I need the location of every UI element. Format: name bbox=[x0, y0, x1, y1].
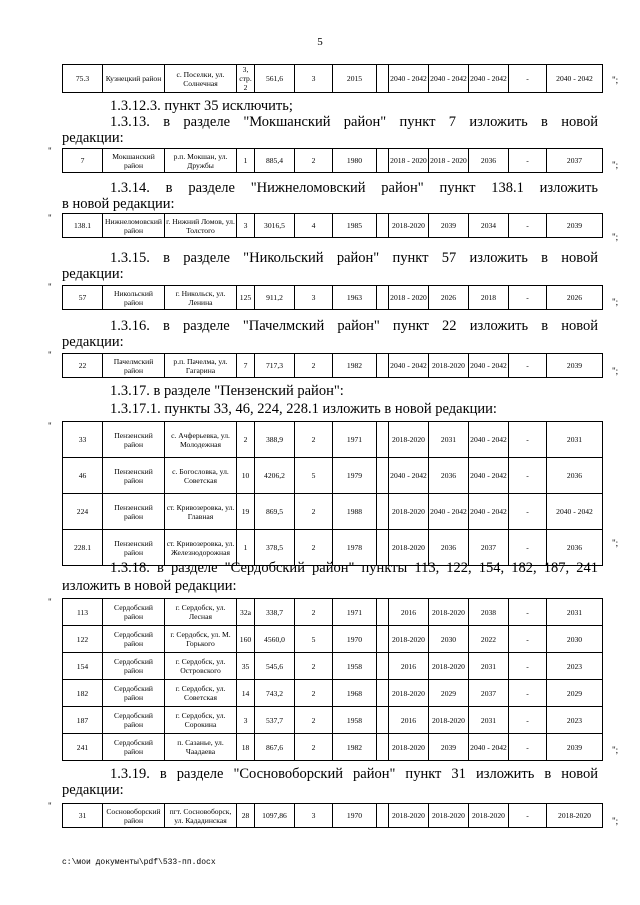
cell-year: 1958 bbox=[333, 707, 377, 734]
paragraph-1-3-18: 1.3.18. в разделе "Сердобский район" пункты 113, 122, 154, 182, 187, 241 bbox=[110, 560, 598, 576]
cell-floors: 2 bbox=[295, 599, 333, 626]
close-quote: "; bbox=[612, 745, 619, 755]
cell-district: Пачелмский район bbox=[103, 354, 165, 378]
cell-district: Сердобский район bbox=[103, 680, 165, 707]
cell-area: 545,6 bbox=[255, 653, 295, 680]
cell-floors: 5 bbox=[295, 626, 333, 653]
cell-period-1: 2018-2020 bbox=[389, 422, 429, 458]
cell-area: 537,7 bbox=[255, 707, 295, 734]
cell-house-number: 14 bbox=[237, 680, 255, 707]
cell-item-number: 113 bbox=[63, 599, 103, 626]
cell-address: с. Поселки, ул. Солнечная bbox=[165, 65, 237, 93]
cell-district: Пензенский район bbox=[103, 422, 165, 458]
table-row bbox=[63, 734, 603, 761]
cell-area: 911,2 bbox=[255, 286, 295, 310]
cell-blank bbox=[377, 422, 389, 458]
cell-area: 388,9 bbox=[255, 422, 295, 458]
cell-item-number: 33 bbox=[63, 422, 103, 458]
cell-item-number: 57 bbox=[63, 286, 103, 310]
cell-district: Пензенский район bbox=[103, 458, 165, 494]
cell-period-2: 2018 - 2020 bbox=[429, 149, 469, 173]
table-row bbox=[63, 65, 603, 93]
cell-period-1: 2018-2020 bbox=[389, 214, 429, 238]
cell-item-number: 7 bbox=[63, 149, 103, 173]
table-sosnovoborsk bbox=[62, 803, 603, 828]
close-quote: "; bbox=[612, 816, 619, 826]
cell-period-3: 2037 bbox=[469, 530, 509, 566]
cell-period-2: 2030 bbox=[429, 626, 469, 653]
cell-period-1: 2018-2020 bbox=[389, 494, 429, 530]
cell-period-4: 2029 bbox=[547, 680, 603, 707]
cell-area: 561,6 bbox=[255, 65, 295, 93]
cell-period-1: 2040 - 2042 bbox=[389, 65, 429, 93]
cell-dash: - bbox=[509, 458, 547, 494]
cell-period-1: 2016 bbox=[389, 707, 429, 734]
table-row bbox=[63, 804, 603, 828]
cell-item-number: 22 bbox=[63, 354, 103, 378]
open-quote: " bbox=[48, 146, 52, 156]
cell-address: р.п. Пачелма, ул. Гагарина bbox=[165, 354, 237, 378]
cell-period-2: 2039 bbox=[429, 214, 469, 238]
cell-address: с. Ачферьевка, ул. Молодежная bbox=[165, 422, 237, 458]
cell-item-number: 224 bbox=[63, 494, 103, 530]
paragraph-1-3-17-1: 1.3.17.1. пункты 33, 46, 224, 228.1 изложить в новой редакции: bbox=[110, 401, 497, 417]
cell-district: Пензенский район bbox=[103, 530, 165, 566]
cell-period-2: 2018-2020 bbox=[429, 804, 469, 828]
cell-dash: - bbox=[509, 804, 547, 828]
cell-address: г. Сердобск, ул. М. Горького bbox=[165, 626, 237, 653]
table-row bbox=[63, 458, 603, 494]
cell-area: 4206,2 bbox=[255, 458, 295, 494]
open-quote: " bbox=[48, 421, 52, 431]
cell-period-4: 2031 bbox=[547, 422, 603, 458]
footer-file-path: c:\мои документы\pdf\533-пп.docx bbox=[62, 858, 216, 867]
cell-address: ст. Кривозеровка, ул. Главная bbox=[165, 494, 237, 530]
cell-floors: 2 bbox=[295, 707, 333, 734]
cell-address: г. Нижний Ломов, ул. Толстого bbox=[165, 214, 237, 238]
cell-period-4: 2036 bbox=[547, 530, 603, 566]
cell-period-3: 2040 - 2042 bbox=[469, 734, 509, 761]
cell-address: с. Богословка, ул. Советская bbox=[165, 458, 237, 494]
cell-period-4: 2036 bbox=[547, 458, 603, 494]
cell-period-1: 2016 bbox=[389, 599, 429, 626]
cell-period-3: 2031 bbox=[469, 707, 509, 734]
table-row bbox=[63, 707, 603, 734]
cell-area: 3016,5 bbox=[255, 214, 295, 238]
cell-period-2: 2018-2020 bbox=[429, 354, 469, 378]
paragraph-1-3-17: 1.3.17. в разделе "Пензенский район": bbox=[110, 383, 344, 399]
cell-dash: - bbox=[509, 626, 547, 653]
table-row bbox=[63, 653, 603, 680]
paragraph-1-3-14: 1.3.14. в разделе "Нижнеломовский район" пункт 138.1 изложить bbox=[110, 180, 598, 196]
cell-blank bbox=[377, 214, 389, 238]
paragraph-1-3-14-cont: в новой редакции: bbox=[62, 196, 175, 212]
open-quote: " bbox=[48, 282, 52, 292]
cell-district: Сердобский район bbox=[103, 626, 165, 653]
cell-year: 1970 bbox=[333, 804, 377, 828]
cell-year: 1968 bbox=[333, 680, 377, 707]
cell-period-4: 2037 bbox=[547, 149, 603, 173]
cell-period-3: 2040 - 2042 bbox=[469, 354, 509, 378]
cell-address: р.п. Мокшан, ул. Дружбы bbox=[165, 149, 237, 173]
open-quote: " bbox=[48, 801, 52, 811]
close-quote: "; bbox=[612, 538, 619, 548]
table-row bbox=[63, 214, 603, 238]
table-row bbox=[63, 599, 603, 626]
table-mokshan bbox=[62, 148, 603, 173]
cell-floors: 3 bbox=[295, 286, 333, 310]
paragraph-1-3-15-cont: редакции: bbox=[62, 266, 124, 282]
cell-house-number: 32а bbox=[237, 599, 255, 626]
cell-period-3: 2018 bbox=[469, 286, 509, 310]
cell-dash: - bbox=[509, 214, 547, 238]
cell-period-3: 2034 bbox=[469, 214, 509, 238]
cell-district: Нижнеломовский район bbox=[103, 214, 165, 238]
cell-area: 378,5 bbox=[255, 530, 295, 566]
cell-year: 1963 bbox=[333, 286, 377, 310]
cell-house-number: 125 bbox=[237, 286, 255, 310]
table-row bbox=[63, 494, 603, 530]
table-nizhnelomov bbox=[62, 213, 603, 238]
cell-period-4: 2030 bbox=[547, 626, 603, 653]
cell-area: 4560,0 bbox=[255, 626, 295, 653]
cell-floors: 2 bbox=[295, 653, 333, 680]
cell-district: Сердобский район bbox=[103, 707, 165, 734]
cell-blank bbox=[377, 149, 389, 173]
cell-period-4: 2026 bbox=[547, 286, 603, 310]
cell-period-3: 2037 bbox=[469, 680, 509, 707]
cell-period-1: 2040 - 2042 bbox=[389, 458, 429, 494]
cell-blank bbox=[377, 65, 389, 93]
cell-period-4: 2040 - 2042 bbox=[547, 494, 603, 530]
cell-year: 1985 bbox=[333, 214, 377, 238]
cell-floors: 3 bbox=[295, 65, 333, 93]
cell-period-1: 2018 - 2020 bbox=[389, 286, 429, 310]
cell-address: г. Сердобск, ул. Лесная bbox=[165, 599, 237, 626]
cell-dash: - bbox=[509, 707, 547, 734]
cell-blank bbox=[377, 707, 389, 734]
cell-house-number: 2 bbox=[237, 422, 255, 458]
cell-period-4: 2023 bbox=[547, 653, 603, 680]
cell-period-2: 2036 bbox=[429, 530, 469, 566]
cell-period-4: 2023 bbox=[547, 707, 603, 734]
paragraph-1-3-13: 1.3.13. в разделе "Мокшанский район" пункт 7 изложить в новой bbox=[110, 114, 598, 130]
cell-blank bbox=[377, 626, 389, 653]
cell-floors: 2 bbox=[295, 680, 333, 707]
close-quote: "; bbox=[612, 232, 619, 242]
table-nikolsk bbox=[62, 285, 603, 310]
cell-item-number: 122 bbox=[63, 626, 103, 653]
open-quote: " bbox=[48, 213, 52, 223]
open-quote: " bbox=[48, 350, 52, 360]
cell-blank bbox=[377, 286, 389, 310]
cell-dash: - bbox=[509, 65, 547, 93]
cell-floors: 2 bbox=[295, 530, 333, 566]
cell-area: 869,5 bbox=[255, 494, 295, 530]
cell-blank bbox=[377, 734, 389, 761]
open-quote: " bbox=[48, 597, 52, 607]
cell-period-1: 2040 - 2042 bbox=[389, 354, 429, 378]
cell-period-4: 2040 - 2042 bbox=[547, 65, 603, 93]
cell-dash: - bbox=[509, 422, 547, 458]
cell-item-number: 138.1 bbox=[63, 214, 103, 238]
cell-period-2: 2036 bbox=[429, 458, 469, 494]
cell-dash: - bbox=[509, 149, 547, 173]
cell-item-number: 75.3 bbox=[63, 65, 103, 93]
cell-period-3: 2038 bbox=[469, 599, 509, 626]
cell-period-4: 2039 bbox=[547, 214, 603, 238]
cell-district: Пензенский район bbox=[103, 494, 165, 530]
cell-floors: 4 bbox=[295, 214, 333, 238]
cell-address: г. Сердобск, ул. Советская bbox=[165, 680, 237, 707]
cell-period-4: 2039 bbox=[547, 734, 603, 761]
cell-year: 1958 bbox=[333, 653, 377, 680]
cell-year: 1971 bbox=[333, 422, 377, 458]
cell-period-3: 2040 - 2042 bbox=[469, 494, 509, 530]
page-number: 5 bbox=[317, 36, 323, 48]
cell-period-1: 2016 bbox=[389, 653, 429, 680]
cell-period-2: 2029 bbox=[429, 680, 469, 707]
cell-blank bbox=[377, 458, 389, 494]
table-pachelma bbox=[62, 353, 603, 378]
paragraph-1-3-12-3: 1.3.12.3. пункт 35 исключить; bbox=[110, 98, 293, 114]
cell-house-number: 3 bbox=[237, 707, 255, 734]
cell-floors: 2 bbox=[295, 354, 333, 378]
cell-year: 1982 bbox=[333, 354, 377, 378]
cell-year: 1988 bbox=[333, 494, 377, 530]
cell-item-number: 187 bbox=[63, 707, 103, 734]
cell-house-number: 18 bbox=[237, 734, 255, 761]
cell-period-1: 2018-2020 bbox=[389, 804, 429, 828]
table-row bbox=[63, 422, 603, 458]
cell-area: 885,4 bbox=[255, 149, 295, 173]
cell-blank bbox=[377, 354, 389, 378]
cell-area: 743,2 bbox=[255, 680, 295, 707]
cell-period-2: 2018-2020 bbox=[429, 653, 469, 680]
cell-period-4: 2031 bbox=[547, 599, 603, 626]
cell-dash: - bbox=[509, 734, 547, 761]
cell-dash: - bbox=[509, 599, 547, 626]
table-serdobsk bbox=[62, 598, 603, 761]
cell-period-3: 2040 - 2042 bbox=[469, 458, 509, 494]
table-row bbox=[63, 149, 603, 173]
cell-blank bbox=[377, 653, 389, 680]
cell-house-number: 28 bbox=[237, 804, 255, 828]
cell-period-2: 2031 bbox=[429, 422, 469, 458]
cell-period-4: 2018-2020 bbox=[547, 804, 603, 828]
cell-house-number: 19 bbox=[237, 494, 255, 530]
table-penza bbox=[62, 421, 603, 566]
cell-dash: - bbox=[509, 286, 547, 310]
cell-area: 338,7 bbox=[255, 599, 295, 626]
close-quote: "; bbox=[612, 366, 619, 376]
cell-period-1: 2018-2020 bbox=[389, 530, 429, 566]
cell-house-number: 1 bbox=[237, 149, 255, 173]
close-quote: "; bbox=[612, 75, 619, 85]
cell-year: 2015 bbox=[333, 65, 377, 93]
table-row bbox=[63, 354, 603, 378]
cell-district: Сердобский район bbox=[103, 599, 165, 626]
cell-period-3: 2036 bbox=[469, 149, 509, 173]
cell-item-number: 241 bbox=[63, 734, 103, 761]
cell-item-number: 154 bbox=[63, 653, 103, 680]
cell-dash: - bbox=[509, 653, 547, 680]
cell-district: Сердобский район bbox=[103, 734, 165, 761]
cell-address: п. Сазанье, ул. Чаадаева bbox=[165, 734, 237, 761]
cell-district: Никольский район bbox=[103, 286, 165, 310]
cell-area: 1097,86 bbox=[255, 804, 295, 828]
cell-district: Сердобский район bbox=[103, 653, 165, 680]
cell-item-number: 228.1 bbox=[63, 530, 103, 566]
cell-house-number: 3, стр. 2 bbox=[237, 65, 255, 93]
cell-dash: - bbox=[509, 530, 547, 566]
cell-item-number: 182 bbox=[63, 680, 103, 707]
cell-area: 717,3 bbox=[255, 354, 295, 378]
cell-blank bbox=[377, 494, 389, 530]
cell-period-4: 2039 bbox=[547, 354, 603, 378]
cell-address: г. Сердобск, ул. Сорокина bbox=[165, 707, 237, 734]
cell-floors: 5 bbox=[295, 458, 333, 494]
table-row bbox=[63, 626, 603, 653]
cell-period-1: 2018-2020 bbox=[389, 734, 429, 761]
cell-house-number: 10 bbox=[237, 458, 255, 494]
table-kuznetsk bbox=[62, 64, 603, 93]
cell-dash: - bbox=[509, 494, 547, 530]
cell-period-2: 2018-2020 bbox=[429, 599, 469, 626]
cell-year: 1970 bbox=[333, 626, 377, 653]
table-row bbox=[63, 286, 603, 310]
paragraph-1-3-18-cont: изложить в новой редакции: bbox=[62, 578, 237, 594]
cell-period-2: 2026 bbox=[429, 286, 469, 310]
cell-year: 1978 bbox=[333, 530, 377, 566]
cell-house-number: 3 bbox=[237, 214, 255, 238]
cell-period-3: 2031 bbox=[469, 653, 509, 680]
paragraph-1-3-16: 1.3.16. в разделе "Пачелмский район" пункт 22 изложить в новой bbox=[110, 318, 598, 334]
table-row bbox=[63, 680, 603, 707]
paragraph-1-3-13-cont: редакции: bbox=[62, 130, 124, 146]
cell-year: 1979 bbox=[333, 458, 377, 494]
cell-house-number: 1 bbox=[237, 530, 255, 566]
cell-item-number: 46 bbox=[63, 458, 103, 494]
cell-item-number: 31 bbox=[63, 804, 103, 828]
cell-floors: 2 bbox=[295, 422, 333, 458]
close-quote: "; bbox=[612, 297, 619, 307]
paragraph-1-3-16-cont: редакции: bbox=[62, 334, 124, 350]
cell-house-number: 7 bbox=[237, 354, 255, 378]
cell-address: г. Сердобск, ул. Островского bbox=[165, 653, 237, 680]
cell-blank bbox=[377, 680, 389, 707]
cell-period-3: 2022 bbox=[469, 626, 509, 653]
cell-period-2: 2040 - 2042 bbox=[429, 65, 469, 93]
cell-period-3: 2018-2020 bbox=[469, 804, 509, 828]
cell-district: Сосновоборский район bbox=[103, 804, 165, 828]
cell-period-1: 2018-2020 bbox=[389, 680, 429, 707]
cell-dash: - bbox=[509, 354, 547, 378]
cell-floors: 2 bbox=[295, 734, 333, 761]
cell-period-3: 2040 - 2042 bbox=[469, 65, 509, 93]
paragraph-1-3-15: 1.3.15. в разделе "Никольский район" пункт 57 изложить в новой bbox=[110, 250, 598, 266]
cell-floors: 3 bbox=[295, 804, 333, 828]
cell-blank bbox=[377, 804, 389, 828]
cell-address: г. Никольск, ул. Ленина bbox=[165, 286, 237, 310]
cell-period-1: 2018-2020 bbox=[389, 626, 429, 653]
cell-district: Кузнецкий район bbox=[103, 65, 165, 93]
cell-dash: - bbox=[509, 680, 547, 707]
paragraph-1-3-19: 1.3.19. в разделе "Сосновоборский район" пункт 31 изложить в новой bbox=[110, 766, 598, 782]
cell-period-2: 2039 bbox=[429, 734, 469, 761]
cell-period-1: 2018 - 2020 bbox=[389, 149, 429, 173]
cell-address: ст. Кривозеровка, ул. Железнодорожная bbox=[165, 530, 237, 566]
cell-area: 867,6 bbox=[255, 734, 295, 761]
close-quote: "; bbox=[612, 160, 619, 170]
cell-period-3: 2040 - 2042 bbox=[469, 422, 509, 458]
cell-year: 1980 bbox=[333, 149, 377, 173]
cell-house-number: 160 bbox=[237, 626, 255, 653]
cell-house-number: 35 bbox=[237, 653, 255, 680]
cell-blank bbox=[377, 599, 389, 626]
cell-period-2: 2018-2020 bbox=[429, 707, 469, 734]
cell-year: 1971 bbox=[333, 599, 377, 626]
paragraph-1-3-19-cont: редакции: bbox=[62, 782, 124, 798]
cell-address: пгт. Сосновоборск, ул. Кададинская bbox=[165, 804, 237, 828]
cell-year: 1982 bbox=[333, 734, 377, 761]
cell-district: Мокшанский район bbox=[103, 149, 165, 173]
cell-floors: 2 bbox=[295, 494, 333, 530]
cell-period-2: 2040 - 2042 bbox=[429, 494, 469, 530]
cell-floors: 2 bbox=[295, 149, 333, 173]
